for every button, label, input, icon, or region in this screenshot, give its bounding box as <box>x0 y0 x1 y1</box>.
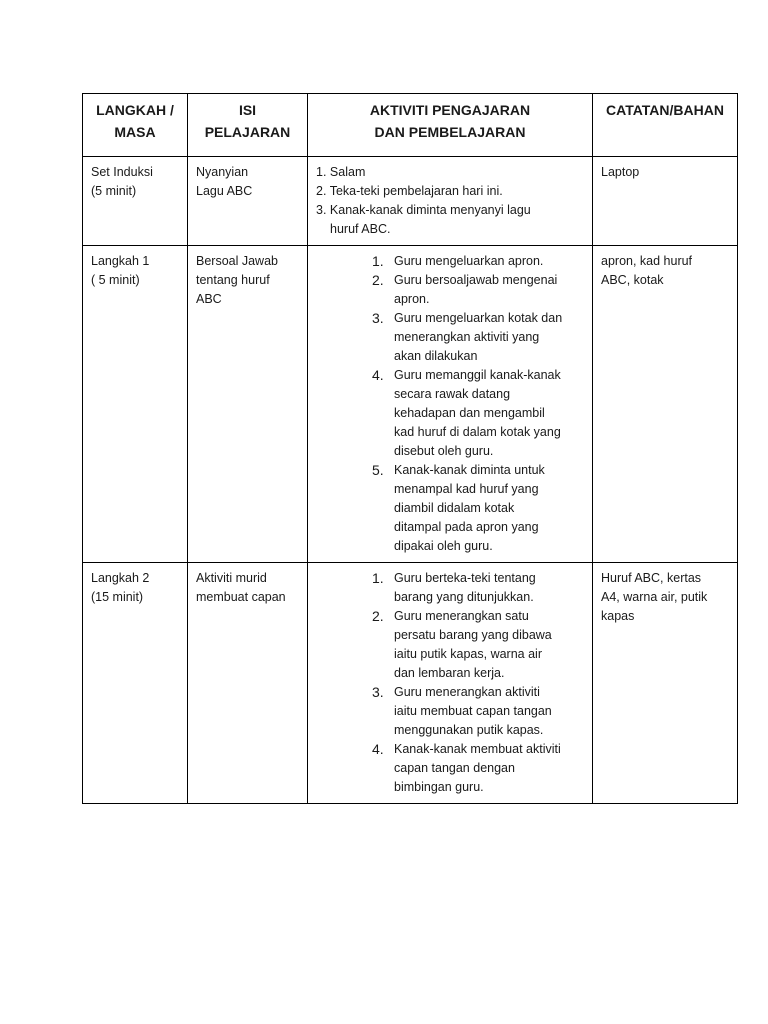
list-number: 2. <box>372 608 384 624</box>
list-number: 2. <box>372 272 384 288</box>
list-text: Salam <box>329 165 366 179</box>
header-line: PELAJARAN <box>204 124 291 140</box>
list-number: 5. <box>372 462 384 478</box>
catatan-cell <box>593 563 738 804</box>
list-text: Guru mengeluarkan kotak dan <box>394 311 563 325</box>
header-aktiviti <box>308 94 593 157</box>
list-number: 3. <box>372 684 384 700</box>
list-item <box>316 740 584 797</box>
cell-line: Aktiviti murid <box>196 571 267 585</box>
cell-line: membuat capan <box>196 590 286 604</box>
aktiviti-list <box>316 252 584 556</box>
list-text: dan lembaran kerja. <box>394 666 505 680</box>
isi-cell <box>188 563 308 804</box>
list-text: Kanak-kanak membuat aktiviti <box>394 742 561 756</box>
list-text: dipakai oleh guru. <box>394 539 493 553</box>
list-text: persatu barang yang dibawa <box>394 628 552 642</box>
header-catatan-bahan <box>593 94 738 157</box>
cell-line: Langkah 1 <box>91 254 150 268</box>
list-text: akan dilakukan <box>394 349 478 363</box>
list-text: Guru menerangkan aktiviti <box>394 685 540 699</box>
list-text: disebut oleh guru. <box>394 444 494 458</box>
list-text: kehadapan dan mengambil <box>394 406 545 420</box>
list-number: 3. <box>316 203 327 217</box>
list-number: 4. <box>372 741 384 757</box>
list-number: 1. <box>372 570 384 586</box>
catatan-cell <box>593 246 738 563</box>
langkah-cell <box>83 246 188 563</box>
list-text: iaitu putik kapas, warna air <box>394 647 542 661</box>
list-text: Guru mengeluarkan apron. <box>394 254 544 268</box>
list-text: apron. <box>394 292 430 306</box>
cell-line: Laptop <box>601 165 640 179</box>
list-item <box>316 366 584 461</box>
table-row <box>83 246 738 563</box>
cell-line: tentang huruf <box>196 273 270 287</box>
list-item <box>316 201 584 239</box>
list-text: ditampal pada apron yang <box>394 520 539 534</box>
list-text: secara rawak datang <box>394 387 511 401</box>
list-text: diambil didalam kotak <box>394 501 515 515</box>
cell-line: ABC <box>196 292 222 306</box>
langkah-cell <box>83 563 188 804</box>
cell-line: Langkah 2 <box>91 571 150 585</box>
list-item <box>316 683 584 740</box>
list-number: 3. <box>372 310 384 326</box>
list-text: menggunakan putik kapas. <box>394 723 544 737</box>
header-line: LANGKAH / <box>96 102 174 118</box>
list-item <box>316 182 584 201</box>
cell-line: Set Induksi <box>91 165 153 179</box>
list-item <box>316 163 584 182</box>
aktiviti-list <box>316 163 584 239</box>
list-text: iaitu membuat capan tangan <box>394 704 552 718</box>
header-line: DAN PEMBELAJARAN <box>374 124 526 140</box>
list-text: Guru berteka-teki tentang <box>394 571 536 585</box>
header-line: AKTIVITI PENGAJARAN <box>369 102 531 118</box>
list-item <box>316 607 584 683</box>
list-text: barang yang ditunjukkan. <box>394 590 534 604</box>
list-text: Kanak-kanak diminta menyanyi lagu <box>329 203 531 217</box>
cell-line: Huruf ABC, kertas <box>601 571 702 585</box>
list-text: Guru menerangkan satu <box>394 609 529 623</box>
list-text: menampal kad huruf yang <box>394 482 539 496</box>
list-text: Teka-teki pembelajaran hari ini. <box>329 184 503 198</box>
aktiviti-cell <box>308 246 593 563</box>
aktiviti-cell <box>308 563 593 804</box>
aktiviti-list <box>316 569 584 797</box>
cell-line: Nyanyian <box>196 165 249 179</box>
list-text: kad huruf di dalam kotak yang <box>394 425 561 439</box>
list-item <box>316 309 584 366</box>
langkah-cell <box>83 157 188 246</box>
header-line: ISI <box>238 102 257 118</box>
cell-line: kapas <box>601 609 635 623</box>
list-number: 1. <box>372 253 384 269</box>
cell-line: (15 minit) <box>91 590 144 604</box>
cell-line: ABC, kotak <box>601 273 664 287</box>
aktiviti-cell <box>308 157 593 246</box>
list-text: Guru memanggil kanak-kanak <box>394 368 561 382</box>
cell-line: ( 5 minit) <box>91 273 140 287</box>
list-text: menerangkan aktiviti yang <box>394 330 540 344</box>
header-langkah-masa <box>83 94 188 157</box>
table-header-row <box>83 94 738 157</box>
list-text: Kanak-kanak diminta untuk <box>394 463 545 477</box>
cell-line: apron, kad huruf <box>601 254 693 268</box>
header-line: MASA <box>114 124 156 140</box>
list-item <box>316 252 584 271</box>
list-text: huruf ABC. <box>330 222 391 236</box>
list-text: Guru bersoaljawab mengenai <box>394 273 558 287</box>
table-row <box>83 563 738 804</box>
list-number: 2. <box>316 184 327 198</box>
isi-cell <box>188 246 308 563</box>
list-number: 1. <box>316 165 327 179</box>
list-item <box>316 461 584 556</box>
list-text: capan tangan dengan <box>394 761 515 775</box>
list-text: bimbingan guru. <box>394 780 484 794</box>
list-item <box>316 569 584 607</box>
cell-line: Lagu ABC <box>196 184 253 198</box>
header-line: CATATAN/BAHAN <box>606 102 724 118</box>
isi-cell <box>188 157 308 246</box>
list-number: 4. <box>372 367 384 383</box>
cell-line: Bersoal Jawab <box>196 254 278 268</box>
cell-line: A4, warna air, putik <box>601 590 708 604</box>
lesson-plan-table <box>82 93 738 804</box>
catatan-cell <box>593 157 738 246</box>
header-isi-pelajaran <box>188 94 308 157</box>
list-item <box>316 271 584 309</box>
cell-line: (5 minit) <box>91 184 137 198</box>
table-row <box>83 157 738 246</box>
